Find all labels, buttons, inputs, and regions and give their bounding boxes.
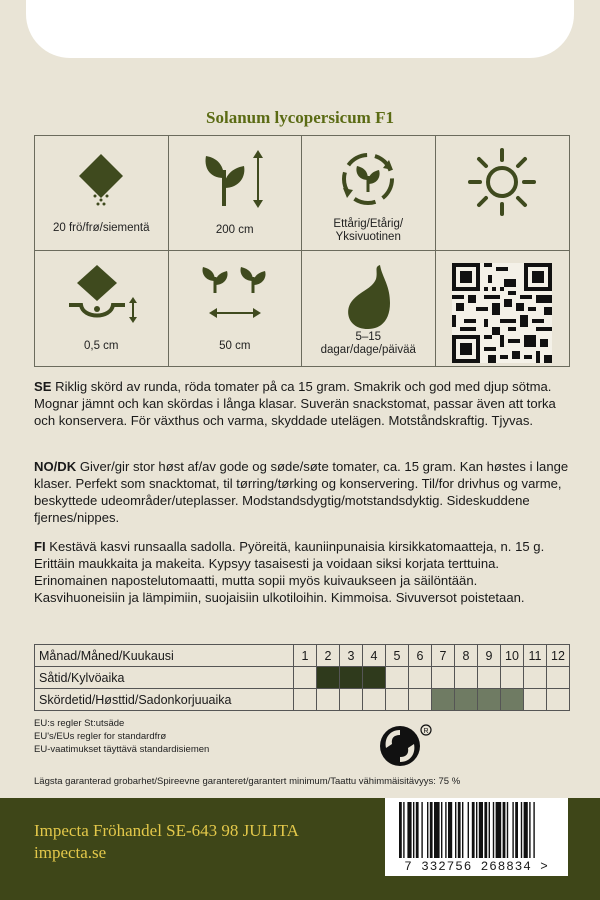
barcode-bar-24 bbox=[507, 802, 508, 858]
footer bbox=[0, 798, 600, 900]
month-10: 10 bbox=[501, 645, 524, 667]
plant-height-icon bbox=[200, 148, 270, 210]
description-no-dk-text: Giver/gir stor høst af/av gode og søde/søte tomater, ca. 15 gram. Kan høstes i lange klaser. Perfekt som snacktomat, til tørring/tørking og konservering. Til/for drivhus og varme, beskyttede udeområder/uteplasser. Modstandsdygtig/motstandsdyktig. Sideskuddene fjernes/nippes. bbox=[34, 459, 569, 525]
calendar-header-row bbox=[35, 645, 570, 667]
hang-hole bbox=[26, 0, 574, 58]
barcode-bar-13 bbox=[458, 802, 461, 858]
harvest-row bbox=[35, 689, 570, 711]
barcode-bar-25 bbox=[512, 802, 513, 858]
sow-month-3-active bbox=[340, 667, 363, 689]
company-address: Impecta Fröhandel SE-643 98 JULITA bbox=[34, 821, 299, 840]
barcode-bar-14 bbox=[462, 802, 463, 858]
harv-month-12 bbox=[547, 689, 570, 711]
lang-code-no-dk: NO/DK bbox=[34, 459, 77, 474]
sow-month-12 bbox=[547, 667, 570, 689]
barcode-bar-27 bbox=[521, 802, 522, 858]
harv-month-8-active bbox=[455, 689, 478, 711]
barcode-bar-12 bbox=[455, 802, 456, 858]
barcode bbox=[385, 798, 568, 876]
qr-cell bbox=[436, 251, 570, 366]
harv-month-4 bbox=[363, 689, 386, 711]
barcode-bar-0 bbox=[399, 802, 402, 858]
sow-month-6 bbox=[409, 667, 432, 689]
month-4: 4 bbox=[363, 645, 386, 667]
sow-month-4-active bbox=[363, 667, 386, 689]
month-8: 8 bbox=[455, 645, 478, 667]
harv-month-1 bbox=[294, 689, 317, 711]
harv-month-3 bbox=[340, 689, 363, 711]
plant-height-cell bbox=[169, 136, 303, 251]
green-dot-recycle-icon bbox=[378, 722, 434, 770]
description-se-text: Riklig skörd av runda, röda tomater på ca 15 gram. Smakrik och god med djup sötma. Mognar jämnt och kan skördas i långa klasar. Suverän snackstomat, passar även att torka och konservera. För växthus och varma, skyddade utelägen. Motståndskraftig. Tjyvas. bbox=[34, 379, 556, 428]
barcode-bars-icon bbox=[385, 802, 568, 862]
sowing-row bbox=[35, 667, 570, 689]
description-fi bbox=[34, 538, 570, 606]
sow-month-8 bbox=[455, 667, 478, 689]
barcode-bar-18 bbox=[479, 802, 483, 858]
barcode-bar-3 bbox=[413, 802, 414, 858]
eu-reg-no: EU's/EUs regler for standardfrø bbox=[34, 731, 167, 742]
barcode-bar-11 bbox=[448, 802, 452, 858]
seed-packet-icon bbox=[71, 148, 131, 208]
harv-month-7-active bbox=[432, 689, 455, 711]
harv-month-5 bbox=[386, 689, 409, 711]
barcode-bar-5 bbox=[421, 802, 422, 858]
month-6: 6 bbox=[409, 645, 432, 667]
barcode-bar-4 bbox=[416, 802, 419, 858]
barcode-bar-7 bbox=[430, 802, 433, 858]
description-fi-text: Kestävä kasvi runsaalla sadolla. Pyöreitä, kauniinpunaisia kirsikkatomaatteja, n. 15 g. Erittäin maukkaita ja makeita. Kypsyy tasaisesti ja voidaan siksi korjata terttuina. Erinomainen napostelutomaatti, mutta sopii myös kuivaukseen ja säilöntään. Kasvihuoneisiin ja lämpimiin, suojaisiin ulkotiloihin. Kimmoisa. Sivuversot poistetaan. bbox=[34, 539, 545, 605]
description-no-dk bbox=[34, 458, 570, 526]
barcode-bar-2 bbox=[407, 802, 411, 858]
month-11: 11 bbox=[524, 645, 547, 667]
sun-icon bbox=[466, 146, 538, 218]
plant-height-label: 200 cm bbox=[215, 224, 254, 236]
harv-month-6 bbox=[409, 689, 432, 711]
barcode-number: 7 332756 268834 > bbox=[404, 860, 549, 874]
germination-guarantee: Lägsta garanterad grobarhet/Spireevne garanteret/garantert minimum/Taattu vähimmäisitävyys: 75 % bbox=[34, 776, 461, 787]
sow-month-10 bbox=[501, 667, 524, 689]
barcode-bar-17 bbox=[476, 802, 477, 858]
barcode-bar-29 bbox=[529, 802, 530, 858]
sowing-depth-cell bbox=[35, 251, 169, 366]
harv-month-2 bbox=[317, 689, 340, 711]
barcode-bar-9 bbox=[441, 802, 442, 858]
species-name: Solanum lycopersicum F1 bbox=[206, 108, 394, 127]
svg-text:R: R bbox=[423, 728, 429, 735]
sowing-depth-label: 0,5 cm bbox=[83, 340, 119, 352]
barcode-bar-20 bbox=[489, 802, 490, 858]
germination-cell bbox=[302, 251, 436, 366]
month-1: 1 bbox=[294, 645, 317, 667]
sow-month-5 bbox=[386, 667, 409, 689]
sow-month-9 bbox=[478, 667, 501, 689]
qr-code-icon[interactable] bbox=[452, 263, 552, 363]
sow-month-11 bbox=[524, 667, 547, 689]
barcode-bar-6 bbox=[427, 802, 428, 858]
lang-code-fi: FI bbox=[34, 539, 46, 554]
harv-month-10-active bbox=[501, 689, 524, 711]
barcode-bar-22 bbox=[496, 802, 502, 858]
annual-label bbox=[302, 218, 435, 244]
barcode-bar-19 bbox=[484, 802, 487, 858]
month-5: 5 bbox=[386, 645, 409, 667]
harv-row-label: Skördetid/Høsttid/Sadonkorjuuaika bbox=[35, 689, 294, 711]
seed-count-label: 20 frö/frø/siementä bbox=[52, 222, 150, 234]
barcode-bar-23 bbox=[503, 802, 506, 858]
barcode-bar-10 bbox=[445, 802, 446, 858]
month-3: 3 bbox=[340, 645, 363, 667]
calendar-header-label: Månad/Måned/Kuukausi bbox=[35, 645, 294, 667]
icon-grid bbox=[34, 135, 570, 367]
description-se bbox=[34, 378, 570, 429]
barcode-bar-1 bbox=[403, 802, 404, 858]
harv-month-11 bbox=[524, 689, 547, 711]
barcode-bar-28 bbox=[524, 802, 528, 858]
germination-icon bbox=[338, 263, 398, 331]
annual-cycle-icon bbox=[337, 148, 399, 210]
sow-month-2-active bbox=[317, 667, 340, 689]
harv-month-9-active bbox=[478, 689, 501, 711]
germination-label-text: 5–15 dagar/dage/päivää bbox=[320, 331, 416, 356]
eu-reg-se: EU:s regler St:utsäde bbox=[34, 718, 125, 729]
sow-row-label: Såtid/Kylvöaika bbox=[35, 667, 294, 689]
barcode-bar-16 bbox=[472, 802, 475, 858]
plant-spacing-label: 50 cm bbox=[219, 340, 251, 352]
eu-reg-fi: EU-vaatimukset täyttävä standardisiemen bbox=[34, 744, 210, 755]
barcode-bar-26 bbox=[515, 802, 518, 858]
barcode-bar-15 bbox=[468, 802, 469, 858]
month-12: 12 bbox=[547, 645, 570, 667]
annual-cell bbox=[302, 136, 436, 251]
barcode-bar-21 bbox=[493, 802, 494, 858]
barcode-bar-30 bbox=[533, 802, 534, 858]
company-website[interactable]: impecta.se bbox=[34, 843, 107, 862]
annual-label-text: Ettårig/Etårig/ Yksivuotinen bbox=[333, 218, 404, 243]
sowing-depth-icon bbox=[61, 263, 141, 325]
lang-code-se: SE bbox=[34, 379, 52, 394]
sow-month-7 bbox=[432, 667, 455, 689]
sun-cell bbox=[436, 136, 570, 251]
sow-month-1 bbox=[294, 667, 317, 689]
barcode-bar-8 bbox=[434, 802, 440, 858]
plant-spacing-cell bbox=[169, 251, 303, 366]
month-2: 2 bbox=[317, 645, 340, 667]
month-7: 7 bbox=[432, 645, 455, 667]
month-9: 9 bbox=[478, 645, 501, 667]
sowing-calendar bbox=[34, 644, 570, 711]
germination-label bbox=[302, 331, 435, 357]
seed-count-cell bbox=[35, 136, 169, 251]
plant-spacing-icon bbox=[197, 263, 273, 325]
eu-regulations bbox=[34, 717, 209, 756]
